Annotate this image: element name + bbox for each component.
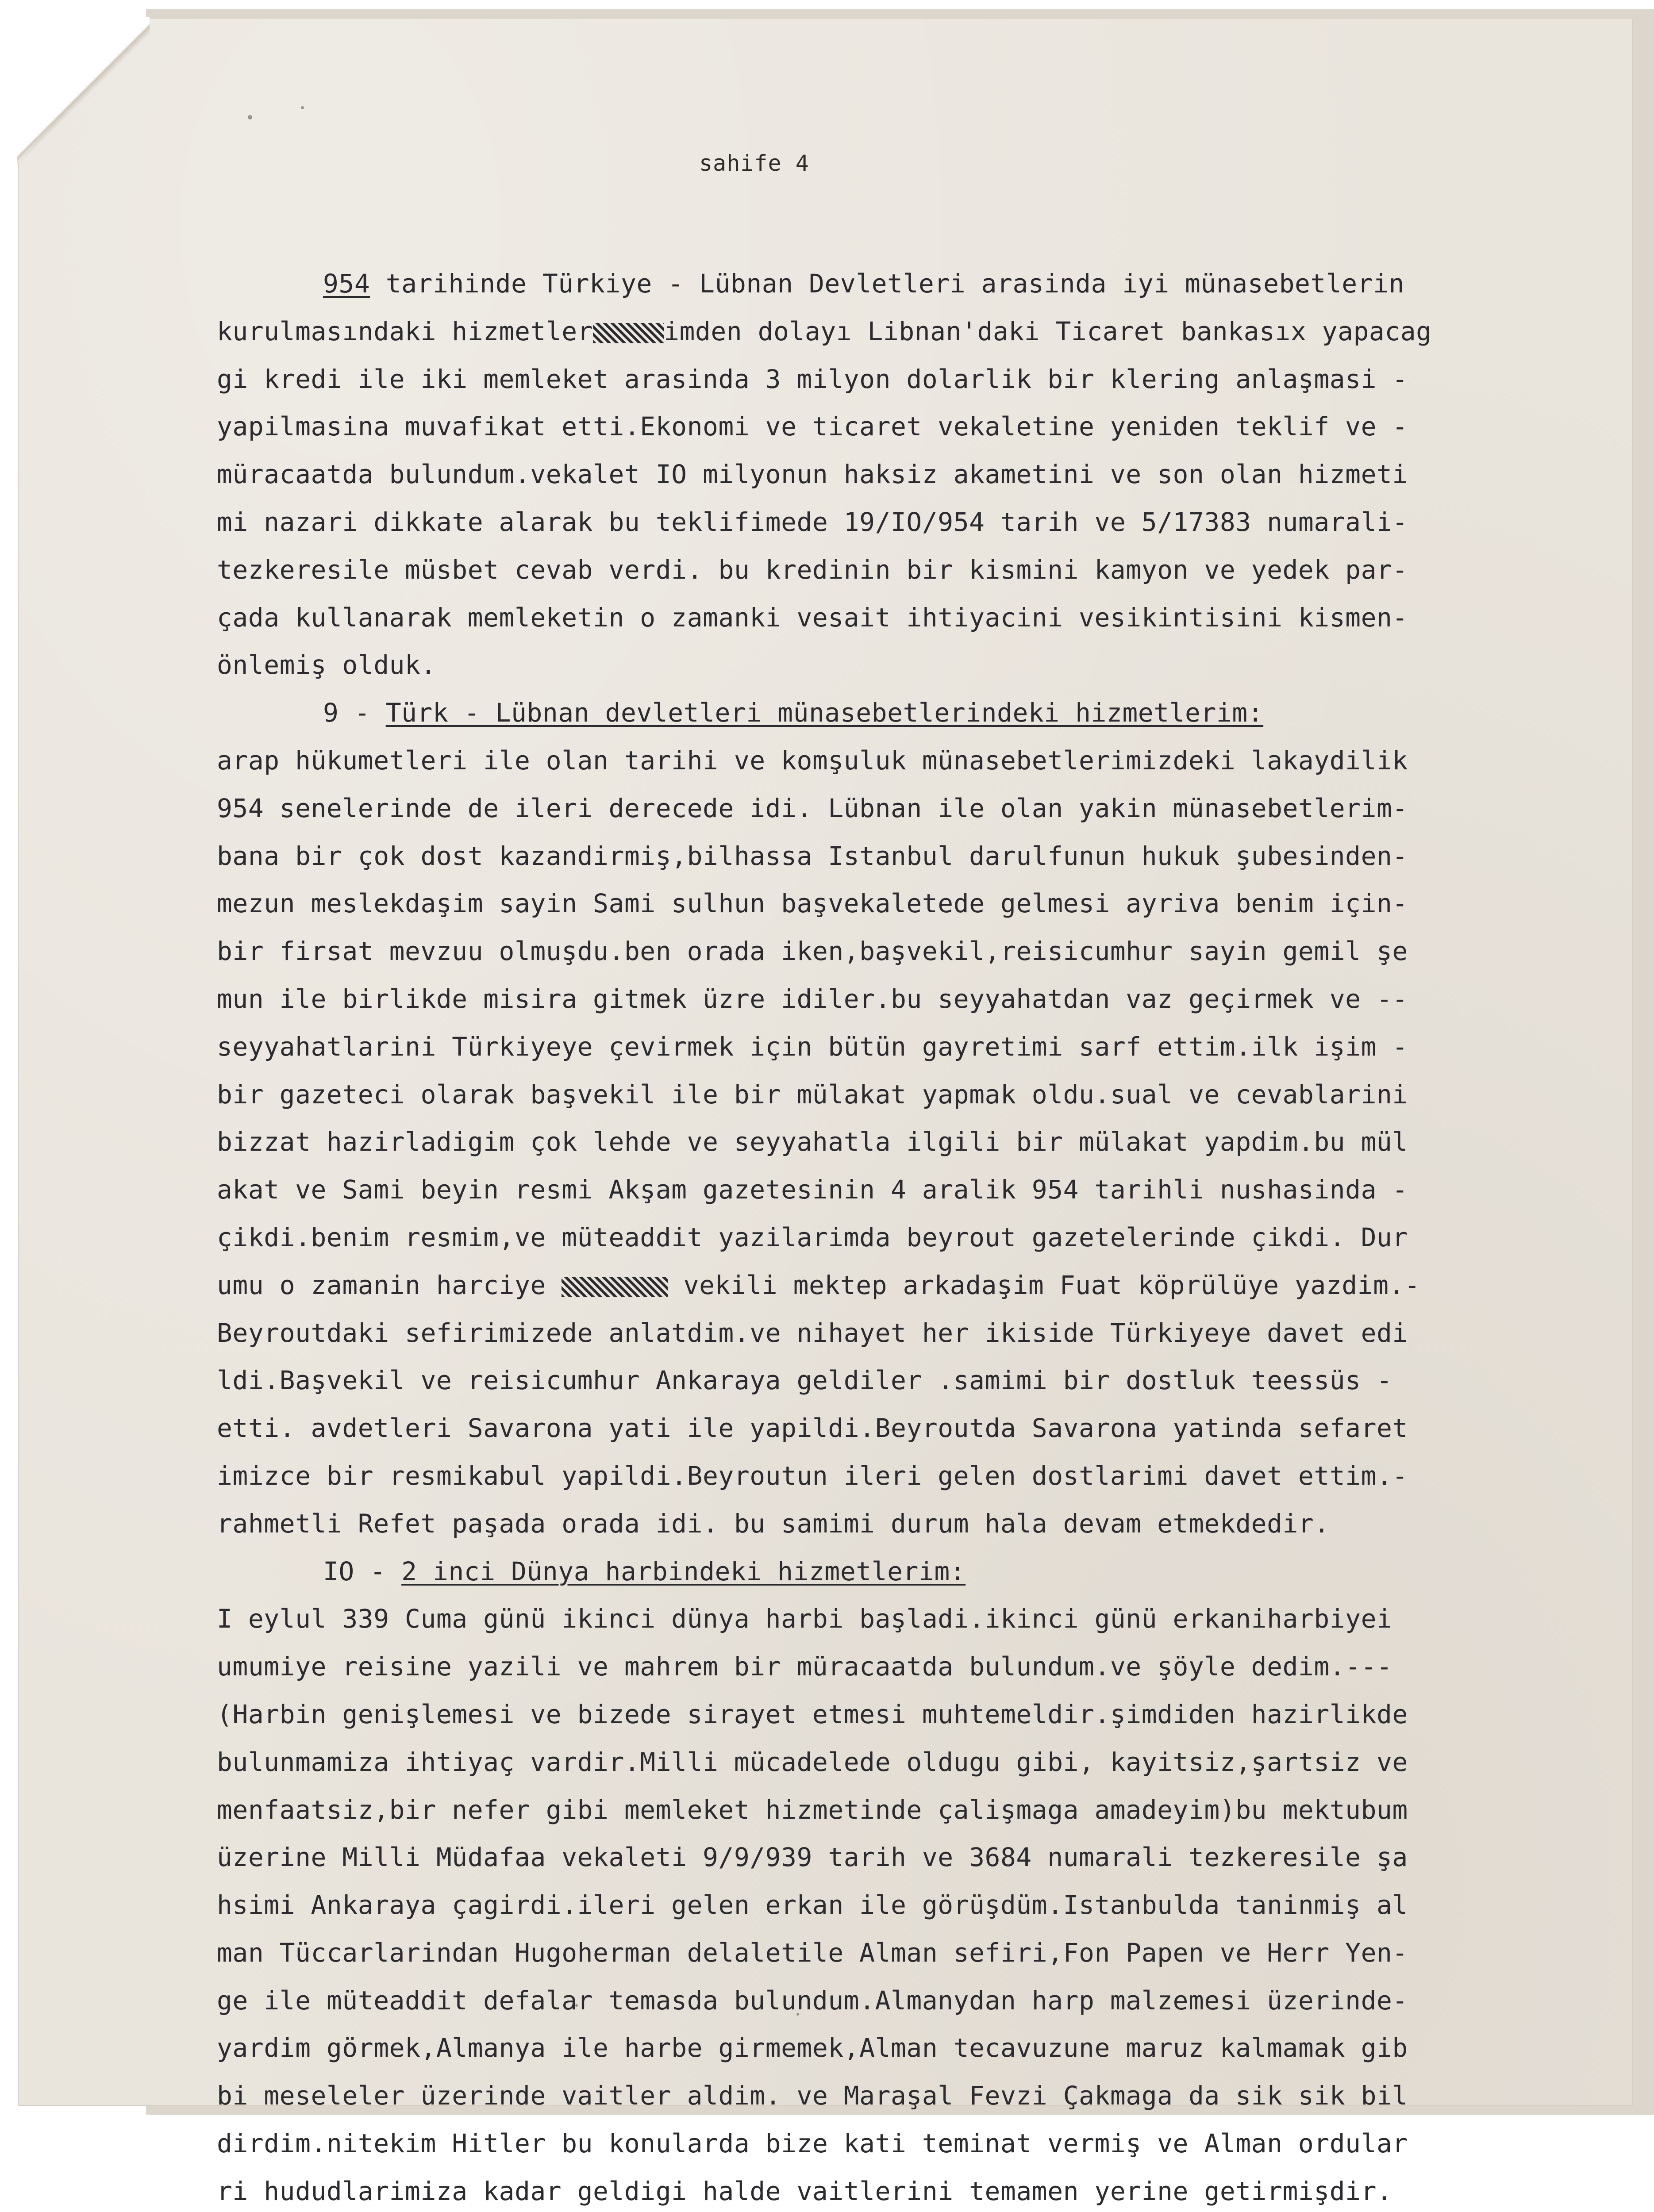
text-line: Beyroutdaki sefirimizede anlatdim.ve nihayet her ikiside Türkiyeye davet edi: [217, 1317, 1408, 1348]
text-line: 954 tarihinde Türkiye - Lübnan Devletleri arasinda iyi münasebetlerin: [323, 269, 1404, 299]
text-line: arap hükumetleri ile olan tarihi ve komşuluk münasebetlerimizdeki lakaydilik: [217, 745, 1408, 776]
text-line: menfaatsiz,bir nefer gibi memleket hizmetinde çalişmaga amadeyim)bu mektubum: [217, 1794, 1408, 1825]
text-line: man Tüccarlarindan Hugoherman delaletile Alman sefiri,Fon Papen ve Herr Yen-: [217, 1937, 1408, 1968]
text-line: mun ile birlikde misira gitmek üzre idiler.bu seyyahatdan vaz geçirmek ve --: [217, 983, 1408, 1014]
text-line: önlemiş olduk.: [217, 650, 436, 680]
section-heading-9: 9 - Türk - Lübnan devletleri münasebetlerindeki hizmetlerim:: [323, 698, 1264, 728]
text-line: umu o zamanin harciye vekili mektep arkadaşim Fuat köprülüye yazdim.-: [217, 1270, 1420, 1300]
year-underlined: 954: [323, 269, 370, 299]
page-header: sahife 4: [699, 150, 809, 176]
document-body: [217, 260, 1589, 2212]
struck-out-text: [562, 1277, 668, 1297]
text-line: seyyahatlarini Türkiyeye çevirmek için bütün gayretimi sarf ettim.ilk işim -: [217, 1031, 1408, 1062]
text-line: dirdim.nitekim Hitler bu konularda bize kati teminat vermiş ve Alman ordular: [217, 2128, 1408, 2159]
text-line: ri hududlarimiza kadar geldigi halde vaitlerini temamen yerine getirmişdir.: [217, 2176, 1392, 2206]
text-line: mi nazari dikkate alarak bu teklifimede 19/IO/954 tarih ve 5/17383 numarali-: [217, 507, 1408, 537]
text-line: müracaatda bulundum.vekalet IO milyonun haksiz akametini ve son olan hizmeti: [217, 459, 1408, 490]
text-line: bir gazeteci olarak başvekil ile bir mülakat yapmak oldu.sual ve cevablarini: [217, 1079, 1408, 1110]
text-line: gi kredi ile iki memleket arasinda 3 milyon dolarlik bir klering anlaşmasi -: [217, 364, 1408, 394]
text-line: bir firsat mevzuu olmuşdu.ben orada iken,başvekil,reisicumhur sayin gemil şe: [217, 936, 1408, 967]
text-line: (Harbin genişlemesi ve bizede sirayet etmesi muhtemeldir.şimdiden hazirlikde: [217, 1699, 1408, 1729]
text-line: bana bir çok dost kazandirmiş,bilhassa Istanbul darulfunun hukuk şubesinden-: [217, 841, 1408, 871]
folded-corner: [17, 17, 150, 167]
text-line: etti. avdetleri Savarona yati ile yapildi.Beyroutda Savarona yatinda sefaret: [217, 1413, 1408, 1444]
text-line: yapilmasina muvafikat etti.Ekonomi ve ticaret vekaletine yeniden teklif ve -: [217, 411, 1408, 442]
text-line: üzerine Milli Müdafaa vekaleti 9/9/939 tarih ve 3684 numarali tezkeresile şa: [217, 1842, 1408, 1873]
text-line: kurulmasındaki hizmetler imden dolayı Libnan'daki Ticaret bankasıx yapacag: [217, 316, 1432, 346]
text-line: bizzat hazirladigim çok lehde ve seyyahatla ilgili bir mülakat yapdim.bu mül: [217, 1127, 1408, 1157]
text-line: akat ve Sami beyin resmi Akşam gazetesinin 4 aralik 954 tarihli nushasinda -: [217, 1175, 1408, 1205]
text-line: yardim görmek,Almanya ile harbe girmemek,Alman tecavuzune maruz kalmamak gib: [217, 2033, 1408, 2063]
struck-out-text: [593, 323, 664, 343]
text-line: bulunmamiza ihtiyaç vardir.Milli mücadelede oldugu gibi, kayitsiz,şartsiz ve: [217, 1747, 1408, 1777]
text-line: imizce bir resmikabul yapildi.Beyroutun ileri gelen dostlarimi davet ettim.-: [217, 1460, 1408, 1491]
text-line: hsimi Ankaraya çagirdi.ileri gelen erkan ile görüşdüm.Istanbulda taninmiş al: [217, 1890, 1408, 1920]
text-line: rahmetli Refet paşada orada idi. bu samimi durum hala devam etmekdedir.: [217, 1508, 1330, 1539]
text-line: çikdi.benim resmim,ve müteaddit yazilarimda beyrout gazetelerinde çikdi. Dur: [217, 1222, 1408, 1252]
text-line: ge ile müteaddit defalar temasda bulundum.Almanydan harp malzemesi üzerinde-: [217, 1985, 1408, 2016]
text-line: 954 senelerinde de ileri derecede idi. Lübnan ile olan yakin münasebetlerim-: [217, 793, 1408, 823]
text-line: I eylul 339 Cuma günü ikinci dünya harbi başladi.ikinci günü erkaniharbiyei: [217, 1604, 1392, 1634]
text-line: ldi.Başvekil ve reisicumhur Ankaraya geldiler .samimi bir dostluk teessüs -: [217, 1365, 1392, 1396]
text-line: umumiye reisine yazili ve mahrem bir müracaatda bulundum.ve şöyle dedim.---: [217, 1651, 1392, 1682]
text-line: mezun meslekdaşim sayin Sami sulhun başvekaletede gelmesi ayriva benim için-: [217, 888, 1408, 919]
text-line: çada kullanarak memleketin o zamanki vesait ihtiyacini vesikintisini kismen-: [217, 602, 1408, 633]
text-line: bi meseleler üzerinde vaitler aldim. ve Maraşal Fevzi Çakmaga da sik sik bil: [217, 2081, 1408, 2111]
section-heading-10: IO - 2 inci Dünya harbindeki hizmetlerim:: [323, 1556, 966, 1586]
text-line: tezkeresile müsbet cevab verdi. bu kredinin bir kismini kamyon ve yedek par-: [217, 554, 1408, 585]
